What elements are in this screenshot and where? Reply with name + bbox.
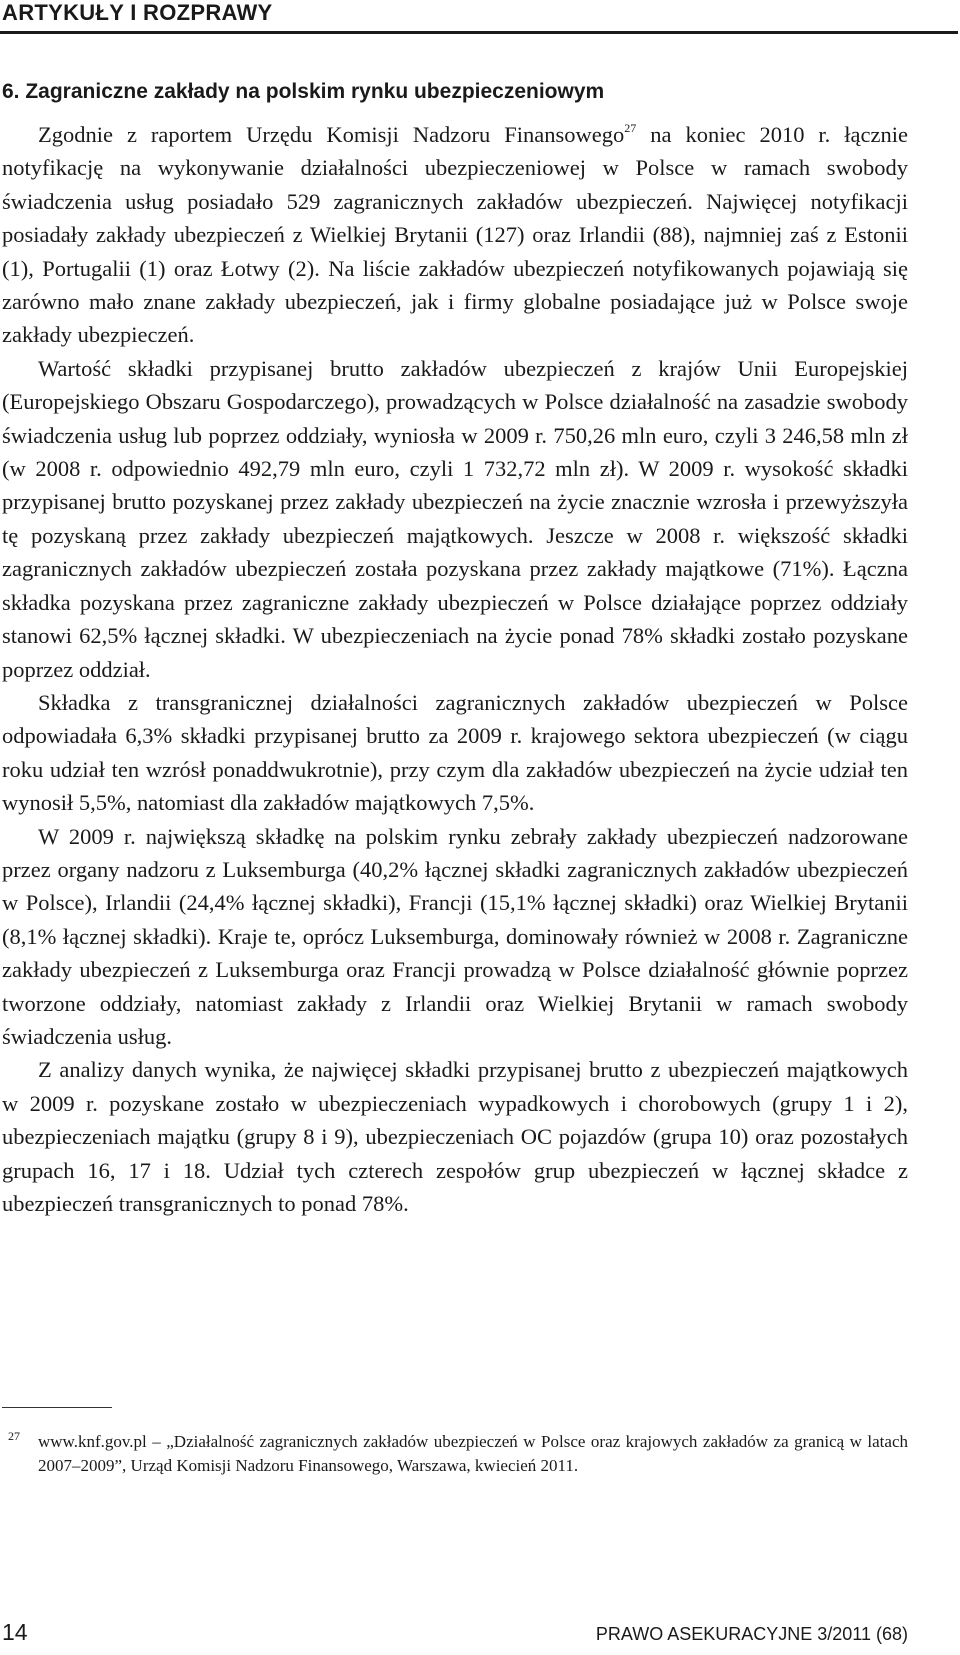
running-head: ARTYKUŁY I ROZPRAWY: [2, 0, 273, 25]
body-text: [2, 118, 908, 1220]
paragraph-text: na koniec 2010 r. łącznie notyfikację na wykonywanie działalności ubezpieczeniowej w Polsce w ramach swobody świadczenia usług posiadało 529 zagranicznych zakładów ubezpieczeń. Najwięcej notyfikacji posiadały zakłady ubezpieczeń z Wielkiej Brytanii (127) oraz Irlandii (88), najmniej zaś z Estonii (1), Portugalii (1) oraz Łotwy (2). Na liście zakładów ubezpieczeń notyfikowanych pojawiają się zarówno mało znane zakłady ubezpieczeń, jak i firmy globalne posiadające już w Polsce swoje zakłady ubezpieczeń.: [2, 122, 908, 348]
footnote: [2, 1430, 908, 1477]
paragraph: Składka z transgranicznej działalności zagranicznych zakładów ubezpieczeń w Polsce odpowiadała 6,3% składki przypisanej brutto za 2009 r. krajowego sektora ubezpieczeń (w ciągu roku udział ten wzrósł ponaddwukrotnie), przy czym dla zakładów ubezpieczeń na życie udział ten wynosił 5,5%, natomiast dla zakładów majątkowych 7,5%.: [2, 689, 908, 816]
footnote-reference: 27: [624, 121, 637, 135]
section-title: 6. Zagraniczne zakłady na polskim rynku ubezpieczeniowym: [2, 80, 605, 103]
journal-title: PRAWO ASEKURACYJNE 3/2011 (68): [595, 1624, 908, 1644]
page-number: 14: [2, 1619, 28, 1645]
paragraph: Wartość składki przypisanej brutto zakładów ubezpieczeń z krajów Unii Europejskiej (Europejskiego Obszaru Gospodarczego), prowadzących w Polsce działalność na zasadzie swobody świadczenia usług lub poprzez oddziały, wyniosła w 2009 r. 750,26 mln euro, czyli 3 246,58 mln zł (w 2008 r. odpowiednio 492,79 mln euro, czyli 1 732,72 mln zł). W 2009 r. wysokość składki przypisanej brutto pozyskanej przez zakłady ubezpieczeń na życie znacznie wzrosła i przewyższyła tę pozyskaną przez zakłady ubezpieczeń majątkowych. Jeszcze w 2008 r. większość składki zagranicznych zakładów ubezpieczeń została pozyskana przez zakłady majątkowe (71%). Łączna składka pozyskana przez zagraniczne zakłady ubezpieczeń w Polsce działające poprzez oddziały stanowi 62,5% łącznej składki. W ubezpieczeniach na życie ponad 78% składki zostało pozyskane poprzez oddział.: [2, 355, 908, 682]
paragraph: [2, 118, 908, 352]
paragraph: W 2009 r. największą składkę na polskim rynku zebrały zakłady ubezpieczeń nadzorowane przez organy nadzoru z Luksemburga (40,2% łącznej składki zagranicznych zakładów ubezpieczeń w Polsce), Irlandii (24,4% łącznej składki), Francji (15,1% łącznej składki) oraz Wielkiej Brytanii (8,1% łącznej składki). Kraje te, oprócz Luksemburga, dominowały również w 2008 r. Zagraniczne zakłady ubezpieczeń z Luksemburga oraz Francji prowadzą w Polsce działalność głównie poprzez tworzone oddziały, natomiast zakłady z Irlandii oraz Wielkiej Brytanii w ramach swobody świadczenia usług.: [2, 823, 908, 1049]
header-rule: [0, 31, 958, 34]
paragraph-text: Zgodnie z raportem Urzędu Komisji Nadzoru Finansowego: [38, 122, 625, 147]
footnote-text: www.knf.gov.pl – „Działalność zagranicznych zakładów ubezpieczeń w Polsce oraz krajowych zakładów za granicą w latach 2007–2009”, Urząd Komisji Nadzoru Finansowego, Warszawa, kwiecień 2011.: [38, 1432, 908, 1475]
paragraph: Z analizy danych wynika, że najwięcej składki przypisanej brutto z ubezpieczeń majątkowych w 2009 r. pozyskane zostało w ubezpieczeniach wypadkowych i chorobowych (grupy 1 i 2), ubezpieczeniach majątku (grupy 8 i 9), ubezpieczeniach OC pojazdów (grupa 10) oraz pozostałych grupach 16, 17 i 18. Udział tych czterech zespołów grup ubezpieczeń w łącznej składce z ubezpieczeń transgranicznych to ponad 78%.: [2, 1057, 908, 1216]
footnote-rule: [2, 1407, 112, 1408]
footnote-number: 27: [8, 1429, 20, 1443]
